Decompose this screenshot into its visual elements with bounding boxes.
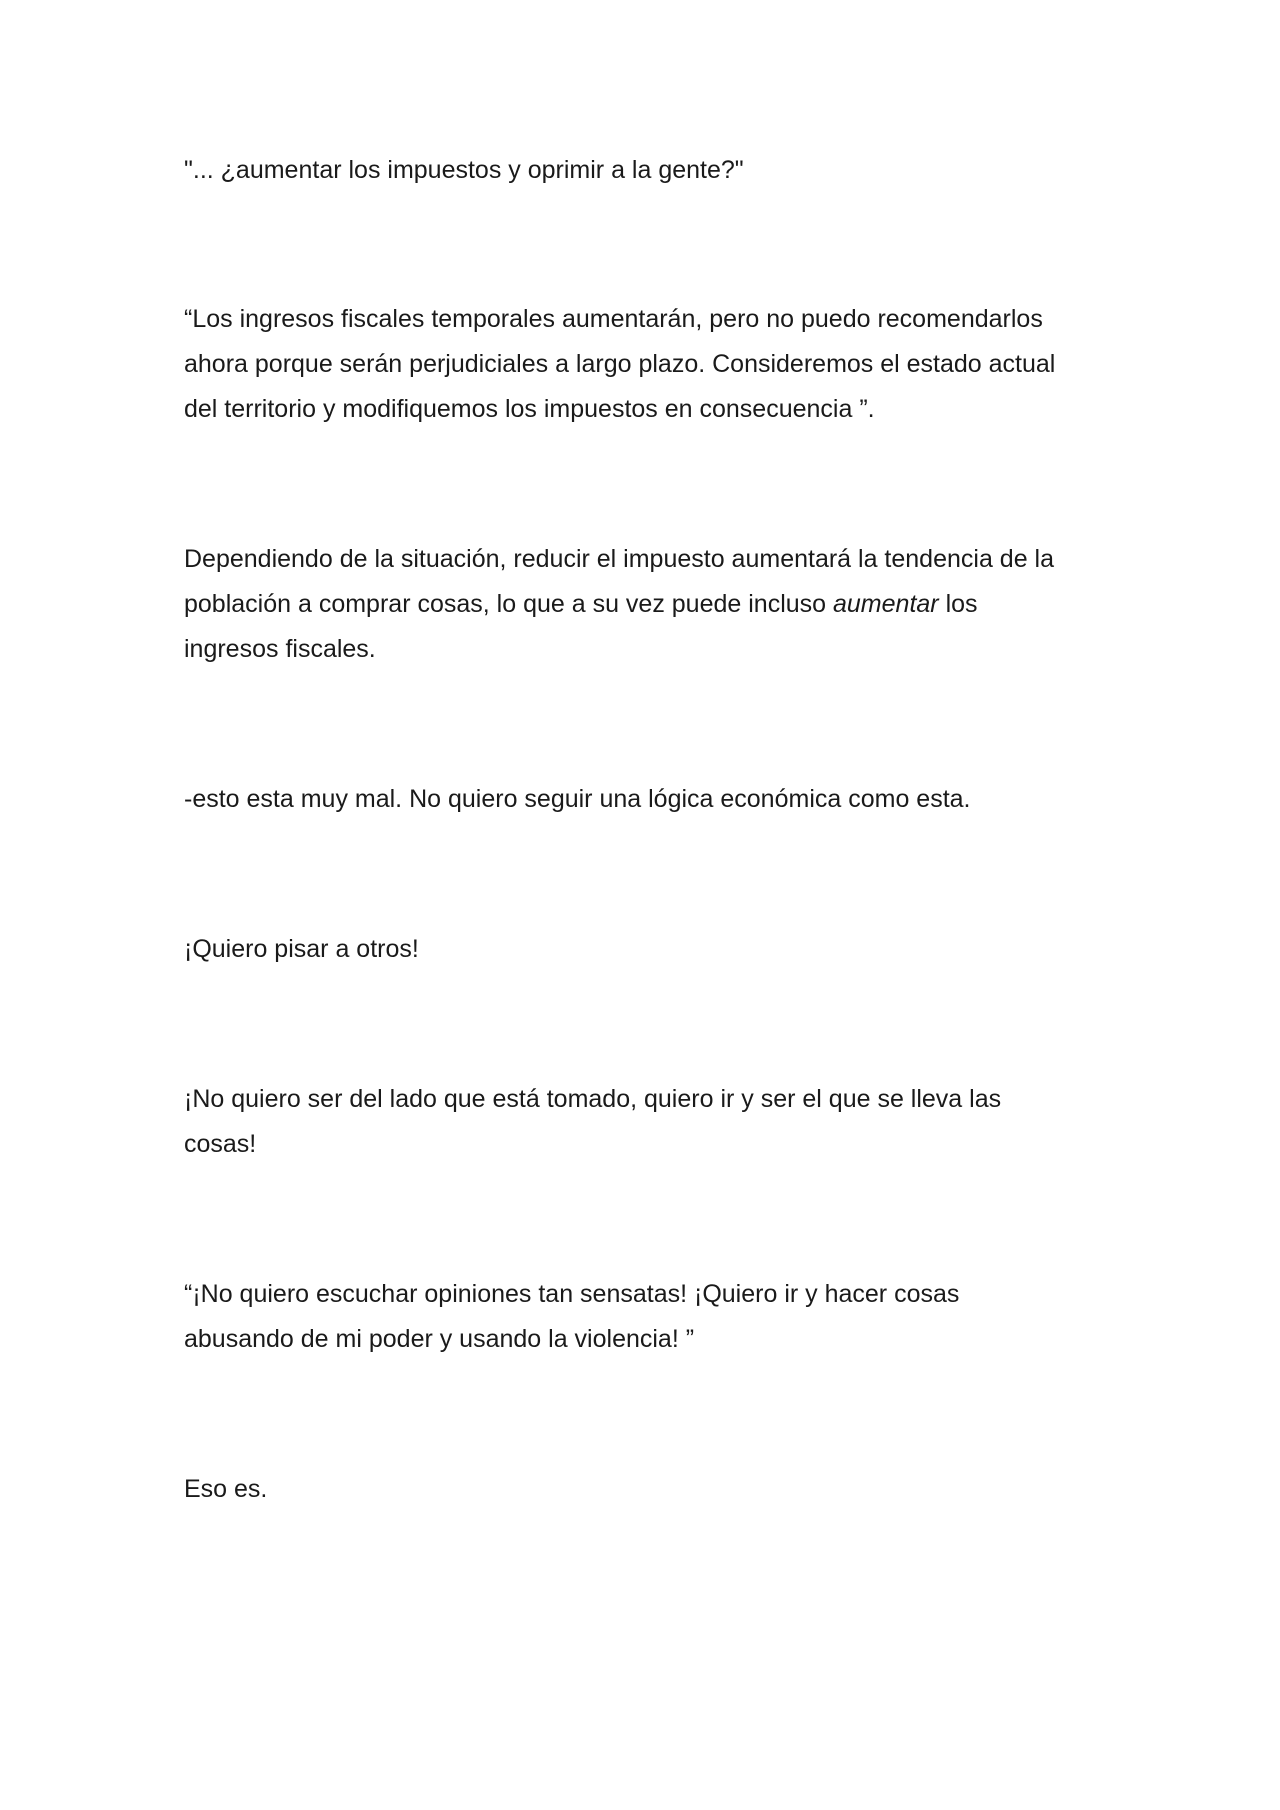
paragraph-3-line-2-italic-word: aumentar (833, 590, 939, 618)
paragraph-4-line-1: -esto esta muy mal. No quiero seguir una lógica económica como esta. (184, 785, 971, 813)
paragraph-6-line-1: ¡No quiero ser del lado que está tomado, quiero ir y ser el que se lleva las (184, 1085, 1002, 1113)
paragraph-3-line-2 (184, 582, 1104, 627)
paragraph-8 (184, 1467, 1104, 1512)
paragraph-2 (184, 297, 1104, 432)
paragraph-1-line-1: "... ¿aumentar los impuestos y oprimir a la gente?" (184, 156, 744, 184)
paragraph-4 (184, 777, 1104, 822)
paragraph-8-line-1: Eso es. (184, 1475, 268, 1503)
paragraph-1 (184, 148, 1104, 193)
paragraph-3-line-1: Dependiendo de la situación, reducir el impuesto aumentará la tendencia de la (184, 545, 1055, 573)
paragraph-7-line-2: abusando de mi poder y usando la violencia! ” (184, 1325, 695, 1353)
paragraph-5-line-1: ¡Quiero pisar a otros! (184, 935, 419, 963)
paragraph-6 (184, 1077, 1104, 1167)
paragraph-5 (184, 927, 1104, 972)
paragraph-7 (184, 1272, 1104, 1362)
paragraph-2-line-2: ahora porque serán perjudiciales a largo plazo. Consideremos el estado actual (184, 350, 1056, 378)
paragraph-3 (184, 537, 1104, 672)
paragraph-7-line-1: “¡No quiero escuchar opiniones tan sensatas! ¡Quiero ir y hacer cosas (184, 1280, 960, 1308)
paragraph-2-line-1: “Los ingresos fiscales temporales aumentarán, pero no puedo recomendarlos (184, 305, 1043, 333)
paragraph-3-line-3: ingresos fiscales. (184, 635, 376, 663)
paragraph-6-line-2: cosas! (184, 1130, 257, 1158)
paragraph-2-line-3: del territorio y modifiquemos los impuestos en consecuencia ”. (184, 395, 875, 423)
paragraph-3-line-2-text-after: los (938, 590, 978, 618)
paragraph-3-line-2-text-before: población a comprar cosas, lo que a su vez puede incluso (184, 590, 833, 618)
